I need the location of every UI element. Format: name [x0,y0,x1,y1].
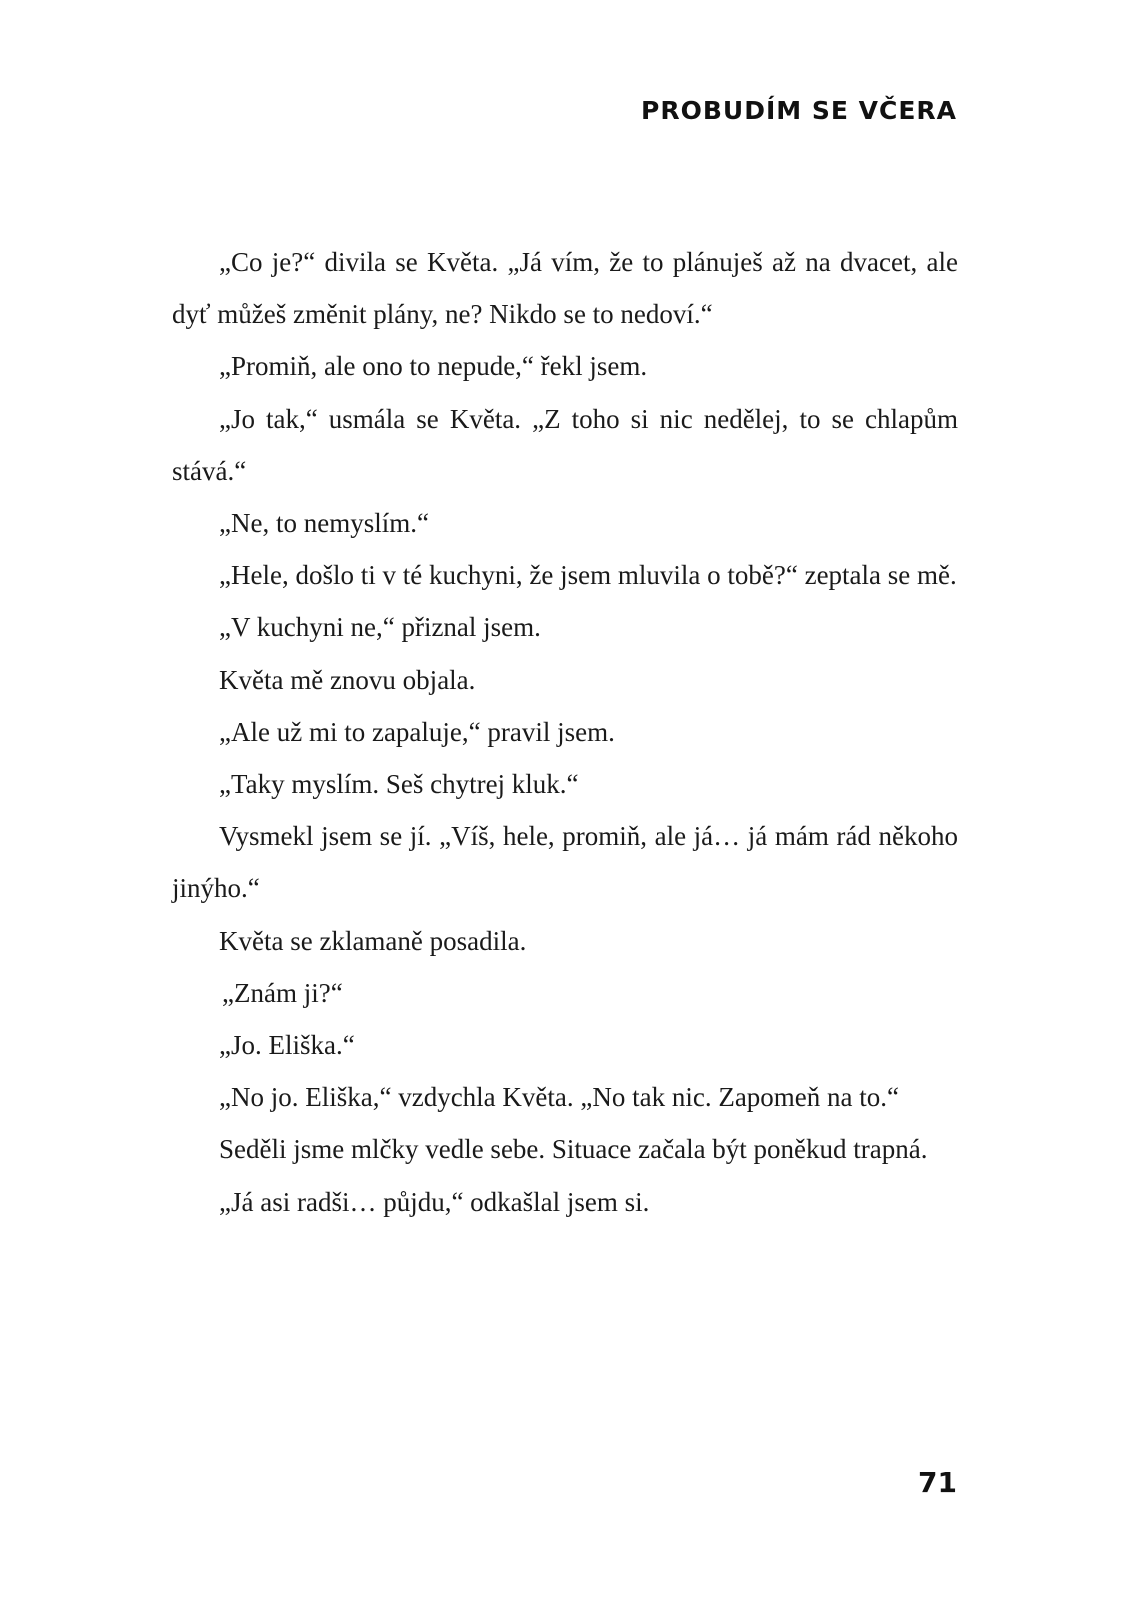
paragraph: „Co je?“ divila se Květa. „Já vím, že to plánuješ až na dvacet, ale dyť můžeš změnit plány, ne? Nikdo se to nedoví.“ [172,247,958,330]
page-number: 71 [918,1466,957,1499]
paragraph: „Jo. Eliška.“ [219,1030,355,1061]
paragraph: „Promiň, ale ono to nepude,“ řekl jsem. [219,351,648,382]
paragraph: „Znám ji?“ [222,977,343,1008]
paragraph: Vysmekl jsem se jí. „Víš, hele, promiň, ale já… já mám rád někoho jinýho.“ [172,821,958,904]
paragraph: „Já asi radši… půjdu,“ odkašlal jsem si. [219,1186,650,1217]
running-head-title: PROBUDÍM SE VČERA [641,96,957,125]
paragraph: Květa se zklamaně posadila. [219,925,527,956]
paragraph: „Taky myslím. Seš chytrej kluk.“ [219,769,579,800]
paragraph: „Jo tak,“ usmála se Květa. „Z toho si nic nedělej, to se chlapům stává.“ [172,403,958,486]
paragraph: „Hele, došlo ti v té kuchyni, že jsem mluvila o tobě?“ zeptala se mě. [219,560,957,591]
body-text [172,236,958,1228]
paragraph: Květa mě znovu objala. [219,664,476,695]
paragraph: „Ale už mi to zapaluje,“ pravil jsem. [219,716,615,747]
paragraph: „Ne, to nemyslím.“ [219,508,429,539]
paragraph: „No jo. Eliška,“ vzdychla Květa. „No tak nic. Zapomeň na to.“ [219,1082,900,1113]
paragraph: Seděli jsme mlčky vedle sebe. Situace začala být poněkud trapná. [219,1134,928,1165]
paragraph: „V kuchyni ne,“ přiznal jsem. [219,612,541,643]
